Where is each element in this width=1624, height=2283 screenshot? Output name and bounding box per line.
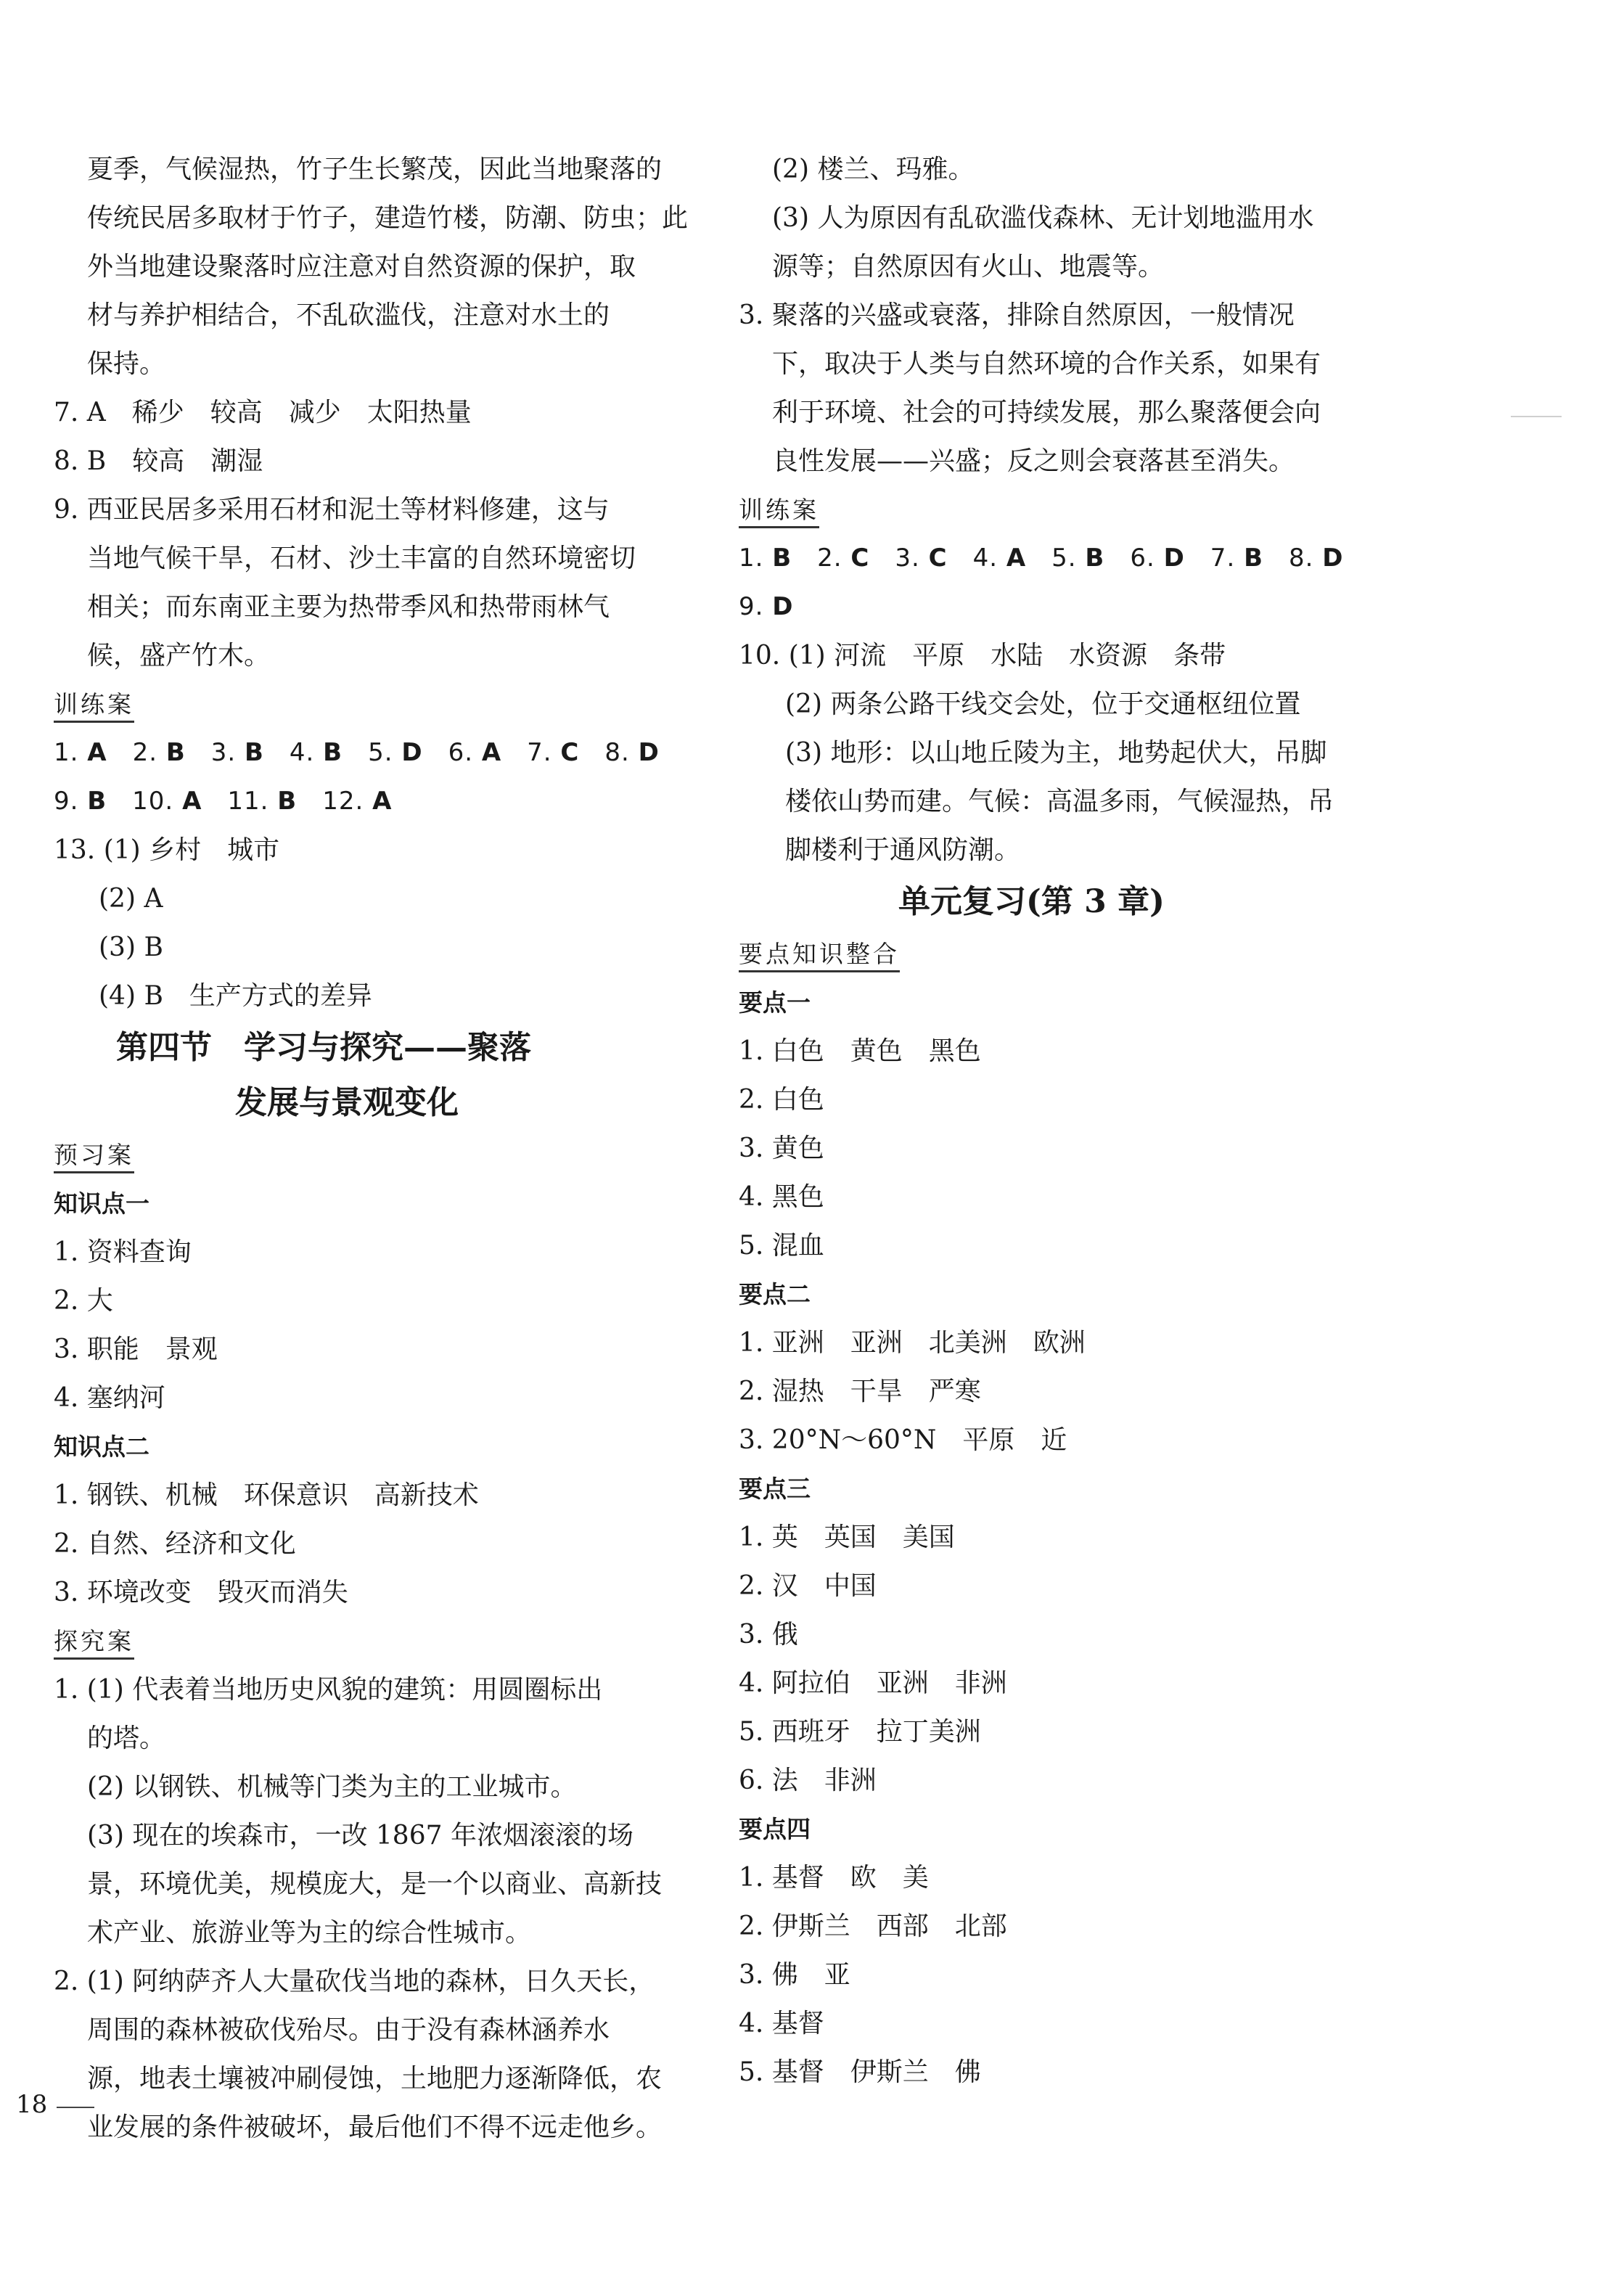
text-line: 3. 环境改变 毁灭而消失 xyxy=(54,1578,348,1607)
subheading: 知识点一 xyxy=(54,1189,149,1218)
text-line: (4) B 生产方式的差异 xyxy=(99,981,372,1011)
text-line: (2) 楼兰、玛雅。 xyxy=(772,155,975,184)
text-line: 2. 湿热 干旱 严寒 xyxy=(739,1377,981,1406)
text-line: 2. 伊斯兰 西部 北部 xyxy=(739,1911,1007,1941)
margin-mark xyxy=(1511,416,1562,417)
text-line: 7. A 稀少 较高 减少 太阳热量 xyxy=(54,398,472,427)
text-line: 1. 资料查询 xyxy=(54,1237,192,1267)
text-line: 良性发展——兴盛；反之则会衰落甚至消失。 xyxy=(772,446,1295,476)
answer-key-line: 9. D xyxy=(739,592,794,621)
text-line: 楼依山势而建。气候：高温多雨，气候湿热，吊 xyxy=(785,787,1334,816)
text-line: 3. 黄色 xyxy=(739,1134,824,1163)
text-line: 2. 白色 xyxy=(739,1085,824,1115)
text-line: 业发展的条件被破坏，最后他们不得不远走他乡。 xyxy=(87,2112,663,2142)
section-label xyxy=(54,680,707,729)
text-line: (3) 人为原因有乱砍滥伐森林、无计划地滥用水 xyxy=(772,203,1314,233)
text-line: 13. (1) 乡村 城市 xyxy=(54,835,280,865)
section-label xyxy=(54,1131,707,1179)
right-column xyxy=(739,145,1392,2096)
section-label xyxy=(54,1617,707,1665)
text-line: 2. 汉 中国 xyxy=(739,1571,877,1601)
text-line: 3. 聚落的兴盛或衰落，排除自然原因，一般情况 xyxy=(739,300,1295,330)
text-line: 2. (1) 阿纳萨齐人大量砍伐当地的森林，日久天长， xyxy=(54,1967,655,1996)
text-line: 8. B 较高 潮湿 xyxy=(54,446,263,476)
answer-key-line: 1. B 2. C 3. C 4. A 5. B 6. D 7. B 8. D xyxy=(739,544,1344,573)
text-line: 10. (1) 河流 平原 水陆 水资源 条带 xyxy=(739,641,1226,671)
text-line: 外当地建设聚落时应注意对自然资源的保护，取 xyxy=(87,252,636,282)
text-line: 5. 西班牙 拉丁美洲 xyxy=(739,1717,981,1747)
text-line: 1. (1) 代表着当地历史风貌的建筑：用圆圈标出 xyxy=(54,1675,603,1705)
answer-key-line: 9. B 10. A 11. B 12. A xyxy=(54,787,393,816)
section-label-text: 训练案 xyxy=(739,496,819,528)
section-title: 发展与景观变化 xyxy=(235,1084,459,1121)
text-line: 3. 20°N～60°N 平原 近 xyxy=(739,1425,1067,1455)
text-line: 相关；而东南亚主要为热带季风和热带雨林气 xyxy=(87,592,610,622)
text-line: (3) B xyxy=(99,933,163,962)
section-label-text: 训练案 xyxy=(54,690,134,723)
text-line: 3. 佛 亚 xyxy=(739,1960,850,1990)
text-line: (2) A xyxy=(99,884,163,914)
section-title: 单元复习(第 3 章) xyxy=(898,883,1165,920)
subheading: 要点二 xyxy=(739,1280,811,1308)
text-line: 脚楼利于通风防潮。 xyxy=(785,835,1021,865)
text-line: 4. 塞纳河 xyxy=(54,1383,165,1413)
subheading: 要点四 xyxy=(739,1815,811,1843)
text-line: 5. 基督 伊斯兰 佛 xyxy=(739,2057,981,2087)
text-line: 4. 基督 xyxy=(739,2009,824,2038)
left-column xyxy=(54,145,707,2152)
section-label xyxy=(739,930,1392,978)
section-label-text: 探究案 xyxy=(54,1627,134,1660)
text-line: 6. 法 非洲 xyxy=(739,1766,877,1795)
text-line: 周围的森林被砍伐殆尽。由于没有森林涵养水 xyxy=(87,2015,610,2045)
text-line: 3. 职能 景观 xyxy=(54,1335,218,1364)
text-line: 保持。 xyxy=(87,349,166,379)
subheading: 要点一 xyxy=(739,988,811,1017)
text-line: 源等；自然原因有火山、地震等。 xyxy=(772,252,1165,282)
section-label-text: 预习案 xyxy=(54,1141,134,1173)
text-line: 的塔。 xyxy=(87,1723,166,1753)
text-line: 4. 阿拉伯 亚洲 非洲 xyxy=(739,1668,1007,1698)
section-label xyxy=(739,485,1392,534)
text-line: 1. 亚洲 亚洲 北美洲 欧洲 xyxy=(739,1328,1086,1358)
text-line: (2) 两条公路干线交会处，位于交通枢纽位置 xyxy=(785,689,1301,719)
text-line: 传统民居多取材于竹子，建造竹楼，防潮、防虫；此 xyxy=(87,203,689,233)
text-line: 9. 西亚民居多采用石材和泥土等材料修建，这与 xyxy=(54,495,610,525)
section-title: 第四节 学习与探究——聚落 xyxy=(116,1029,531,1066)
text-line: 5. 混血 xyxy=(739,1231,824,1261)
text-line: 术产业、旅游业等为主的综合性城市。 xyxy=(87,1918,532,1948)
text-line: 2. 大 xyxy=(54,1286,113,1316)
text-line: 2. 自然、经济和文化 xyxy=(54,1529,296,1559)
text-line: (3) 地形：以山地丘陵为主，地势起伏大，吊脚 xyxy=(785,738,1327,768)
text-line: (2) 以钢铁、机械等门类为主的工业城市。 xyxy=(87,1772,577,1802)
text-line: 1. 英 英国 美国 xyxy=(739,1522,955,1552)
text-line: 1. 钢铁、机械 环保意识 高新技术 xyxy=(54,1480,479,1510)
text-line: 1. 白色 黄色 黑色 xyxy=(739,1036,981,1066)
text-line: 利于环境、社会的可持续发展，那么聚落便会向 xyxy=(772,398,1321,427)
text-line: 夏季，气候湿热，竹子生长繁茂，因此当地聚落的 xyxy=(87,155,663,184)
text-line: 4. 黑色 xyxy=(739,1182,824,1212)
text-line: 材与养护相结合，不乱砍滥伐，注意对水土的 xyxy=(87,300,610,330)
subheading: 要点三 xyxy=(739,1475,811,1503)
section-label-text: 要点知识整合 xyxy=(739,940,900,972)
text-line: 1. 基督 欧 美 xyxy=(739,1863,929,1893)
text-line: (3) 现在的埃森市，一改 1867 年浓烟滚滚的场 xyxy=(87,1821,633,1850)
text-line: 源，地表土壤被冲刷侵蚀，土地肥力逐渐降低，农 xyxy=(87,2064,663,2094)
text-line: 当地气候干旱，石材、沙土丰富的自然环境密切 xyxy=(87,544,636,573)
text-line: 3. 俄 xyxy=(739,1620,798,1649)
answer-key-line: 1. A 2. B 3. B 4. B 5. D 6. A 7. C 8. D xyxy=(54,738,660,767)
text-line: 景，环境优美，规模庞大，是一个以商业、高新技 xyxy=(87,1869,663,1899)
text-line: 下，取决于人类与自然环境的合作关系，如果有 xyxy=(772,349,1321,379)
subheading: 知识点二 xyxy=(54,1432,149,1461)
page-number: 18 xyxy=(16,2090,48,2119)
page-number-rule xyxy=(57,2107,94,2108)
text-line: 候，盛产竹木。 xyxy=(87,641,271,671)
